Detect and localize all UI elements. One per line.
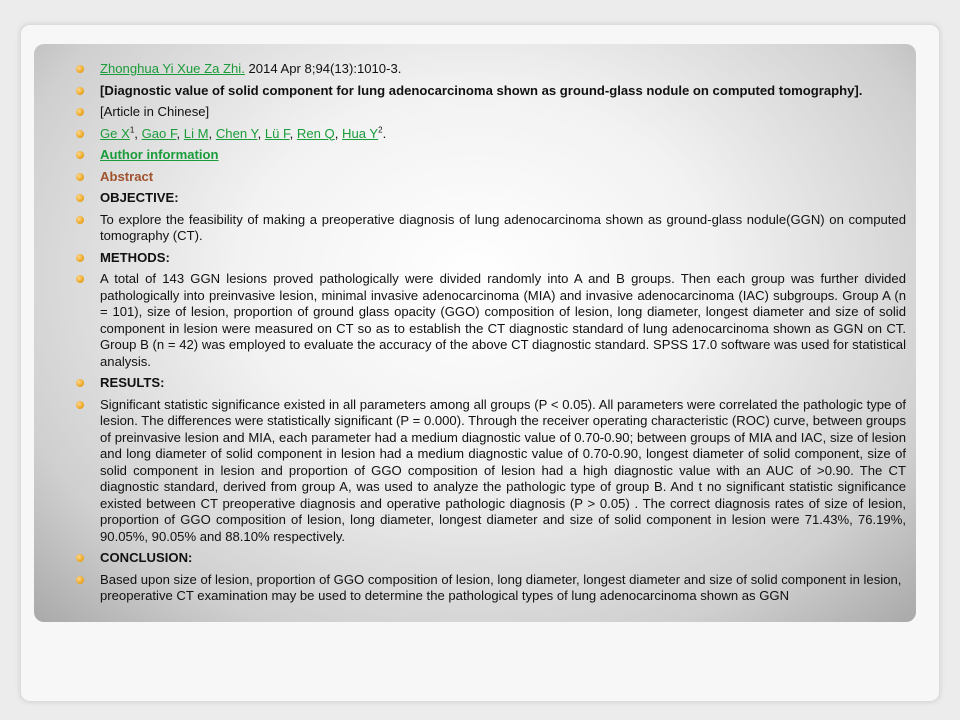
author-link[interactable]: Ge X bbox=[100, 125, 130, 141]
methods-heading-item bbox=[76, 250, 906, 267]
conclusion-text-item bbox=[76, 572, 906, 605]
bullet-icon bbox=[76, 254, 84, 262]
language-note: [Article in Chinese] bbox=[100, 104, 210, 119]
results-text: Significant statistic significance existed in all parameters among all groups (P < 0.05). All parameters were correlated the pathologic type of lesion. The differences were statistically significant (P = 0.000). Through the receiver operating characteristic (ROC) curve, between groups of preinvasive lesion and MIA, each parameter had a medium diagnostic value of 0.70-0.90; between groups of MIA and IAC, size of lesion and long diameter of solid component in lesion had a medium diagnostic value of 0.70-0.90, longest diameter of solid component, size of solid component in lesion and proportion of GGO composition of lesion had a high diagnostic value with an AUC of >0.90. The CT diagnostic standard, derived from group A, was used to analyze the pathologic type of group B. And t no significant statistic significance existed between CT preoperative diagnosis and operative pathologic diagnosis (P > 0.05) . The correct diagnosis rates of size of lesion, proportion of GGO composition of lesion, long diameter, longest diameter and size of solid component in lesion were 71.43%, 76.19%, 90.05%, 90.05% and 88.10% respectively. bbox=[100, 396, 906, 544]
title-item bbox=[76, 83, 906, 100]
abstract-heading: Abstract bbox=[100, 168, 154, 184]
author-affiliation: 1 bbox=[129, 125, 135, 135]
objective-heading: OBJECTIVE: bbox=[100, 190, 179, 205]
results-text-item bbox=[76, 397, 906, 546]
bullet-icon bbox=[76, 65, 84, 73]
bullet-icon bbox=[76, 379, 84, 387]
conclusion-text: Based upon size of lesion, proportion of GGO composition of lesion, long diameter, longest diameter and size of solid component in lesion, preoperative CT examination may be used to determine the pathological types of lung adenocarcinoma shown as GGN bbox=[100, 571, 902, 603]
bullet-icon bbox=[76, 275, 84, 283]
bullet-icon bbox=[76, 173, 84, 181]
author-link[interactable]: Chen Y bbox=[215, 125, 258, 141]
bullet-icon bbox=[76, 216, 84, 224]
author-link[interactable]: Hua Y bbox=[342, 125, 379, 141]
methods-text-item bbox=[76, 271, 906, 370]
conclusion-heading: CONCLUSION: bbox=[100, 550, 193, 565]
bullet-icon bbox=[76, 554, 84, 562]
bullet-icon bbox=[76, 108, 84, 116]
abstract-content bbox=[76, 61, 906, 610]
objective-text-item bbox=[76, 212, 906, 245]
bullet-icon bbox=[76, 401, 84, 409]
bullet-icon bbox=[76, 151, 84, 159]
author-link[interactable]: Gao F bbox=[141, 125, 177, 141]
bullet-icon bbox=[76, 130, 84, 138]
author-link[interactable]: Li M bbox=[183, 125, 209, 141]
author-information-link[interactable]: Author information bbox=[100, 147, 219, 162]
bullet-icon bbox=[76, 87, 84, 95]
article-title: [Diagnostic value of solid component for lung adenocarcinoma shown as ground-glass nodule on computed tomography]. bbox=[100, 82, 863, 98]
author-info-item bbox=[76, 147, 906, 164]
bullet-icon bbox=[76, 194, 84, 202]
methods-text: A total of 143 GGN lesions proved pathologically were divided randomly into A and B groups. Then each group was further divided pathologically into preinvasive lesion, minimal invasive adenocarcinoma (MIA) and invasive adenocarcinoma (IAC) subgroups. Group A (n = 101), size of lesion, proportion of ground glass opacity (GGO) composition of lesion, long diameter, longest diameter and size of solid component in lesion were measured on CT so as to establish the CT diagnostic standard of lung adenocarcinoma shown as GGN on CT. Group B (n = 42) was employed to evaluate the accuracy of the above CT diagnostic standard. SPSS 17.0 software was used for statistical analysis. bbox=[100, 271, 906, 369]
author-link[interactable]: Lü F bbox=[264, 125, 290, 141]
language-item bbox=[76, 104, 906, 121]
authors-item bbox=[76, 126, 906, 143]
results-heading-item bbox=[76, 375, 906, 392]
objective-heading-item bbox=[76, 190, 906, 207]
journal-link[interactable]: Zhonghua Yi Xue Za Zhi. bbox=[100, 61, 245, 76]
results-heading: RESULTS: bbox=[100, 375, 165, 390]
conclusion-heading-item bbox=[76, 550, 906, 567]
bullet-icon bbox=[76, 576, 84, 584]
abstract-heading-item bbox=[76, 169, 906, 186]
objective-text: To explore the feasibility of making a preoperative diagnosis of lung adenocarcinoma shown as ground-glass nodule(GGN) on computed tomography (CT). bbox=[100, 211, 906, 243]
methods-heading: METHODS: bbox=[100, 249, 170, 265]
author-link[interactable]: Ren Q bbox=[296, 125, 335, 141]
citation-details: 2014 Apr 8;94(13):1010-3. bbox=[244, 61, 402, 76]
author-list: Ge $X^1$, Gao F, Li M, Chen Y, Lü F, Ren Q, Hua $Y^2$. bbox=[100, 125, 387, 141]
citation-item bbox=[76, 61, 906, 78]
abstract-list bbox=[76, 61, 906, 605]
author-affiliation: 2 bbox=[378, 125, 383, 135]
